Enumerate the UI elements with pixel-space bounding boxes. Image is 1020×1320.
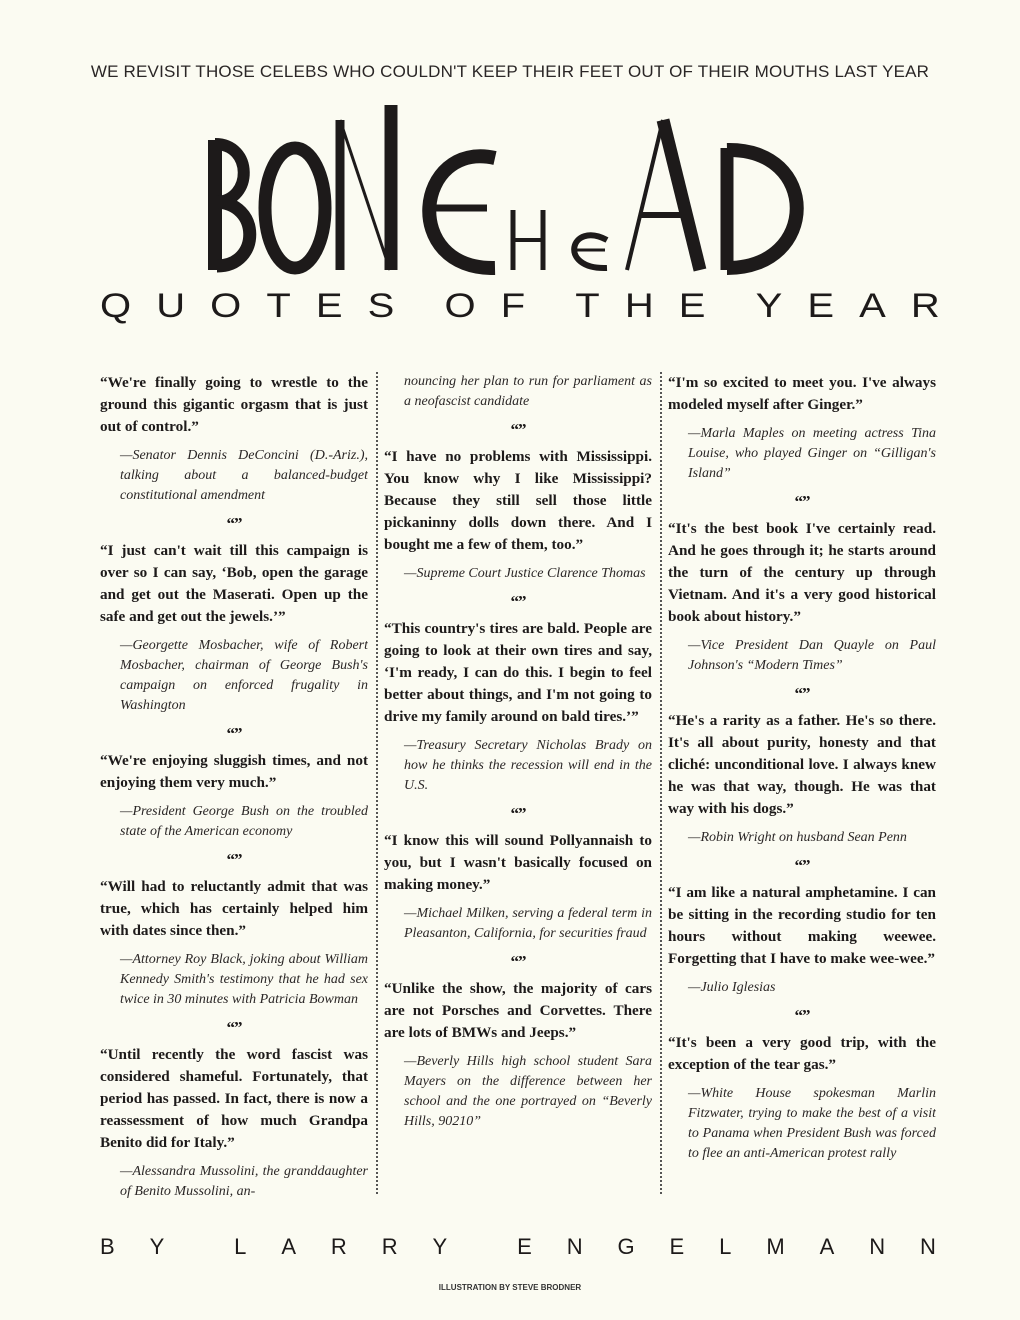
byline-letter: G	[617, 1234, 635, 1259]
subtitle-letter: O	[444, 287, 476, 325]
quote-attribution: —Georgette Mosbacher, wife of Robert Mosbacher, chairman of George Bush's campaign on enforced frugality in Washington	[120, 638, 368, 713]
bonehead-title-logo	[195, 100, 835, 275]
quote-attribution: —Senator Dennis DeConcini (D.-Ariz.), talking about a balanced-budget constitutional amendment	[120, 448, 368, 503]
quote-mark-icon: “”	[510, 952, 526, 971]
quote-mark-icon: “”	[226, 724, 242, 743]
title-lettering-art	[195, 100, 835, 275]
quote-text: “It's been a very good trip, with the exception of the tear gas.”	[668, 1034, 936, 1073]
quote-attribution: —Michael Milken, serving a federal term in Pleasanton, California, for securities fraud	[404, 906, 652, 941]
quote-text: “It's the best book I've certainly read. And he goes through it; he starts around the turn of the century up through Vietnam. And it's a very good historical book about history.”	[668, 520, 936, 625]
quote-text: “I'm so excited to meet you. I've always modeled myself after Ginger.”	[668, 374, 936, 413]
byline-letter: A	[819, 1234, 835, 1259]
quote-mark-icon: “”	[226, 850, 242, 869]
byline-letter: B	[100, 1234, 115, 1259]
quote-text: “Unlike the show, the majority of cars are not Porsches and Corvettes. There are lots of BMWs and Jeeps.”	[384, 980, 652, 1041]
byline-letter: Y	[149, 1234, 165, 1259]
column-1	[100, 372, 368, 1202]
quote-mark-icon: “”	[794, 856, 810, 875]
quote-attribution: —Treasury Secretary Nicholas Brady on how he thinks the recession will end in the U.S.	[404, 738, 652, 793]
subtitle-letter: T	[266, 287, 291, 325]
byline-letter: R	[330, 1234, 347, 1259]
byline-letter: L	[234, 1234, 247, 1259]
byline	[100, 1236, 936, 1258]
quote-attribution: —Marla Maples on meeting actress Tina Louise, who played Ginger on “Gilligan's Island”	[688, 426, 936, 481]
byline-letter: N	[869, 1234, 886, 1259]
quote-text: “Will had to reluctantly admit that was true, which has certainly helped him with dates since then.”	[100, 878, 368, 939]
quote-text: “We're enjoying sluggish times, and not enjoying them very much.”	[100, 752, 368, 791]
quote-mark-icon: “”	[794, 492, 810, 511]
quote-text: “Until recently the word fascist was considered shameful. Fortunately, that period has passed. In fact, there is now a reassessment of how much Grandpa Benito did for Italy.”	[100, 1046, 368, 1151]
subtitle-letter: R	[910, 287, 940, 325]
subtitle-letter: O	[210, 287, 242, 325]
quote-text: “He's a rarity as a father. He's so there. It's all about purity, honesty and that cliché: unconditional love. I always knew he was that way, though. He was that way with his dogs.”	[668, 712, 936, 817]
quote-mark-icon: “”	[226, 1018, 242, 1037]
byline-letter: N	[920, 1234, 936, 1259]
subtitle-letter: U	[156, 287, 186, 325]
quote-attribution: —Alessandra Mussolini, the granddaughter of Benito Mussolini, an-	[120, 1164, 368, 1199]
subtitle-letter: E	[807, 287, 835, 325]
quotes-columns	[100, 372, 936, 1202]
byline-letter: L	[719, 1234, 732, 1259]
column-3	[668, 372, 936, 1202]
quote-mark-icon: “”	[510, 804, 526, 823]
column-divider	[660, 372, 662, 1194]
quote-mark-icon: “”	[226, 514, 242, 533]
byline-letter: Y	[432, 1234, 448, 1259]
column-2	[384, 372, 652, 1202]
subtitle-letter: E	[315, 287, 343, 325]
quote-attribution: —President George Bush on the troubled state of the American economy	[120, 804, 368, 839]
column-divider	[376, 372, 378, 1194]
byline-letter: A	[281, 1234, 296, 1259]
byline-letter: R	[381, 1234, 398, 1259]
quote-text: “I know this will sound Pollyannaish to you, but I wasn't basically focused on making money.”	[384, 832, 652, 893]
quote-mark-icon: “”	[794, 1006, 810, 1025]
subtitle-letter: Q	[100, 287, 132, 325]
quote-attribution: —White House spokesman Marlin Fitzwater, trying to make the best of a visit to Panama when President Bush was forced to flee an anti-American protest rally	[688, 1086, 936, 1161]
quote-text: “I am like a natural amphetamine. I can be sitting in the recording studio for ten hours without making weewee. Forgetting that I have to make wee-wee.”	[668, 884, 936, 967]
illustration-credit: ILLUSTRATION BY STEVE BRODNER	[438, 1283, 582, 1292]
quote-mark-icon: “”	[510, 592, 526, 611]
subtitle-letter: A	[859, 287, 886, 325]
kicker-headline: WE REVISIT THOSE CELEBS WHO COULDN'T KEEP THEIR FEET OUT OF THEIR MOUTHS LAST YEAR	[90, 62, 930, 81]
quote-attribution: —Supreme Court Justice Clarence Thomas	[404, 566, 646, 581]
byline-letter: E	[517, 1234, 532, 1259]
subtitle-letter: F	[500, 287, 526, 325]
subtitle-letter: T	[575, 287, 600, 325]
quote-text: “We're finally going to wrestle to the ground this gigantic orgasm that is just out of control.”	[100, 374, 368, 435]
quote-attribution: —Julio Iglesias	[688, 980, 776, 995]
quote-text: “This country's tires are bald. People are going to look at their own tires and say, ‘I'm ready, I can do this. I begin to feel better about things, and I'm not going to drive my family around on bald tires.’”	[384, 620, 652, 725]
byline-letter: N	[566, 1234, 583, 1259]
quote-text: “I have no problems with Mississippi. You know why I like Mississippi? Because they still sell those little pickaninny dolls down there. And I bought me a few of them, too.”	[384, 448, 652, 553]
subtitle-quotes-of-the-year	[100, 289, 940, 323]
quote-attribution: —Attorney Roy Black, joking about William Kennedy Smith's testimony that he had sex twice in 30 minutes with Patricia Bowman	[120, 952, 368, 1007]
quote-mark-icon: “”	[510, 420, 526, 439]
subtitle-letter: H	[624, 287, 654, 325]
quote-mark-icon: “”	[794, 684, 810, 703]
subtitle-letter: Y	[755, 287, 783, 325]
subtitle-letter: S	[367, 287, 395, 325]
quote-attribution-continued: nouncing her plan to run for parliament as a neofascist candidate	[404, 374, 652, 409]
quote-attribution: —Beverly Hills high school student Sara Mayers on the difference between her school and the one portrayed on “Beverly Hills, 90210”	[404, 1054, 652, 1129]
subtitle-letter: E	[678, 287, 706, 325]
byline-letter: E	[669, 1234, 685, 1259]
quote-text: “I just can't wait till this campaign is over so I can say, ‘Bob, open the garage and get out the Maserati. Open up the safe and get out the jewels.’”	[100, 542, 368, 625]
quote-attribution: —Robin Wright on husband Sean Penn	[688, 830, 907, 845]
byline-letter: M	[766, 1234, 785, 1259]
quote-attribution: —Vice President Dan Quayle on Paul Johnson's “Modern Times”	[688, 638, 936, 673]
